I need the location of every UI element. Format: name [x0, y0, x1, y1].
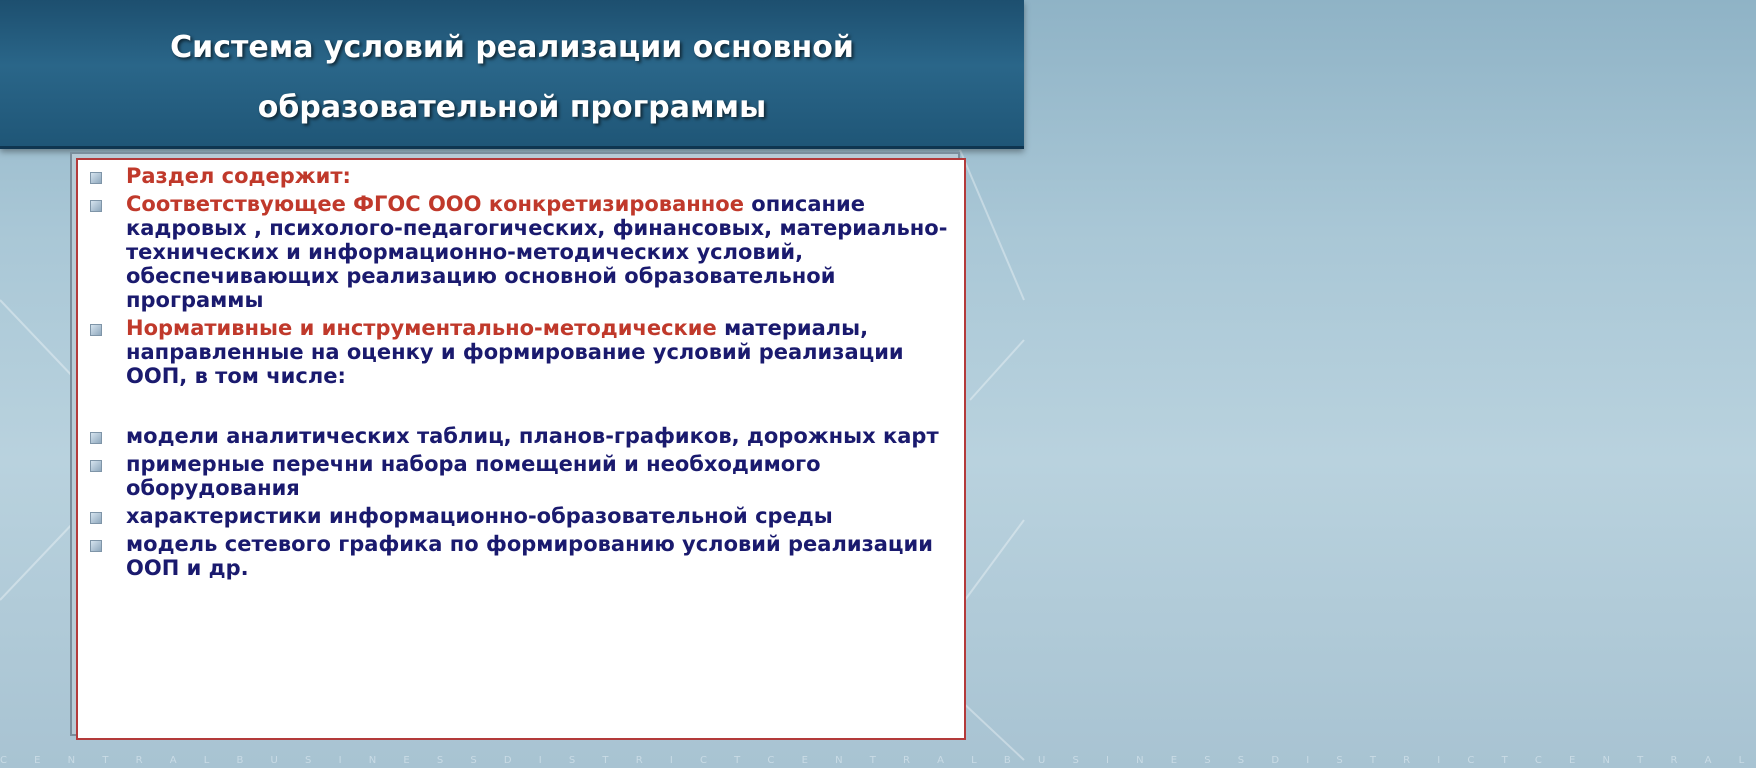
- list-item: [84, 504, 959, 528]
- list-item: [84, 452, 959, 500]
- list-spacer: [84, 392, 959, 424]
- square-bullet-icon: [90, 512, 102, 524]
- square-bullet-icon: [90, 540, 102, 552]
- square-bullet-icon: [90, 460, 102, 472]
- square-bullet-icon: [90, 172, 102, 184]
- bullet-list: [84, 164, 959, 584]
- title-line-2: образовательной программы: [257, 90, 767, 125]
- item-highlight: Соответствующее ФГОС ООО конкретизированное: [126, 192, 744, 216]
- item-highlight: Раздел содержит:: [126, 164, 351, 188]
- slide-title: [0, 18, 1024, 138]
- title-line-1: Система условий реализации основной: [170, 30, 854, 65]
- item-text: характеристики информационно-образовательной среды: [126, 504, 833, 528]
- list-item: [84, 316, 959, 388]
- title-bar: [0, 0, 1024, 149]
- footer-strip: C E N T R A L B U S I N E S S D I S T R I C T C E N T R A L B U S I N E S S D I S T R I C T C E N T R A L: [0, 755, 1756, 766]
- item-text: модели аналитических таблиц, планов-графиков, дорожных карт: [126, 424, 939, 448]
- list-item: [84, 192, 959, 312]
- item-text: материалы, направленные на оценку и формирование условий реализации ООП, в том числе:: [126, 316, 904, 388]
- square-bullet-icon: [90, 432, 102, 444]
- item-text: модель сетевого графика по формированию условий реализации ООП и др.: [126, 532, 933, 580]
- item-text: примерные перечни набора помещений и необходимого оборудования: [126, 452, 821, 500]
- list-item: [84, 164, 959, 188]
- square-bullet-icon: [90, 324, 102, 336]
- item-highlight: Нормативные и инструментально-методические: [126, 316, 717, 340]
- list-item: [84, 532, 959, 580]
- item-text: описание кадровых , психолого-педагогических, финансовых, материально-технических и информационно-методических условий, обеспечивающих реализацию основной образовательной программы: [126, 192, 948, 312]
- list-item: [84, 424, 959, 448]
- square-bullet-icon: [90, 200, 102, 212]
